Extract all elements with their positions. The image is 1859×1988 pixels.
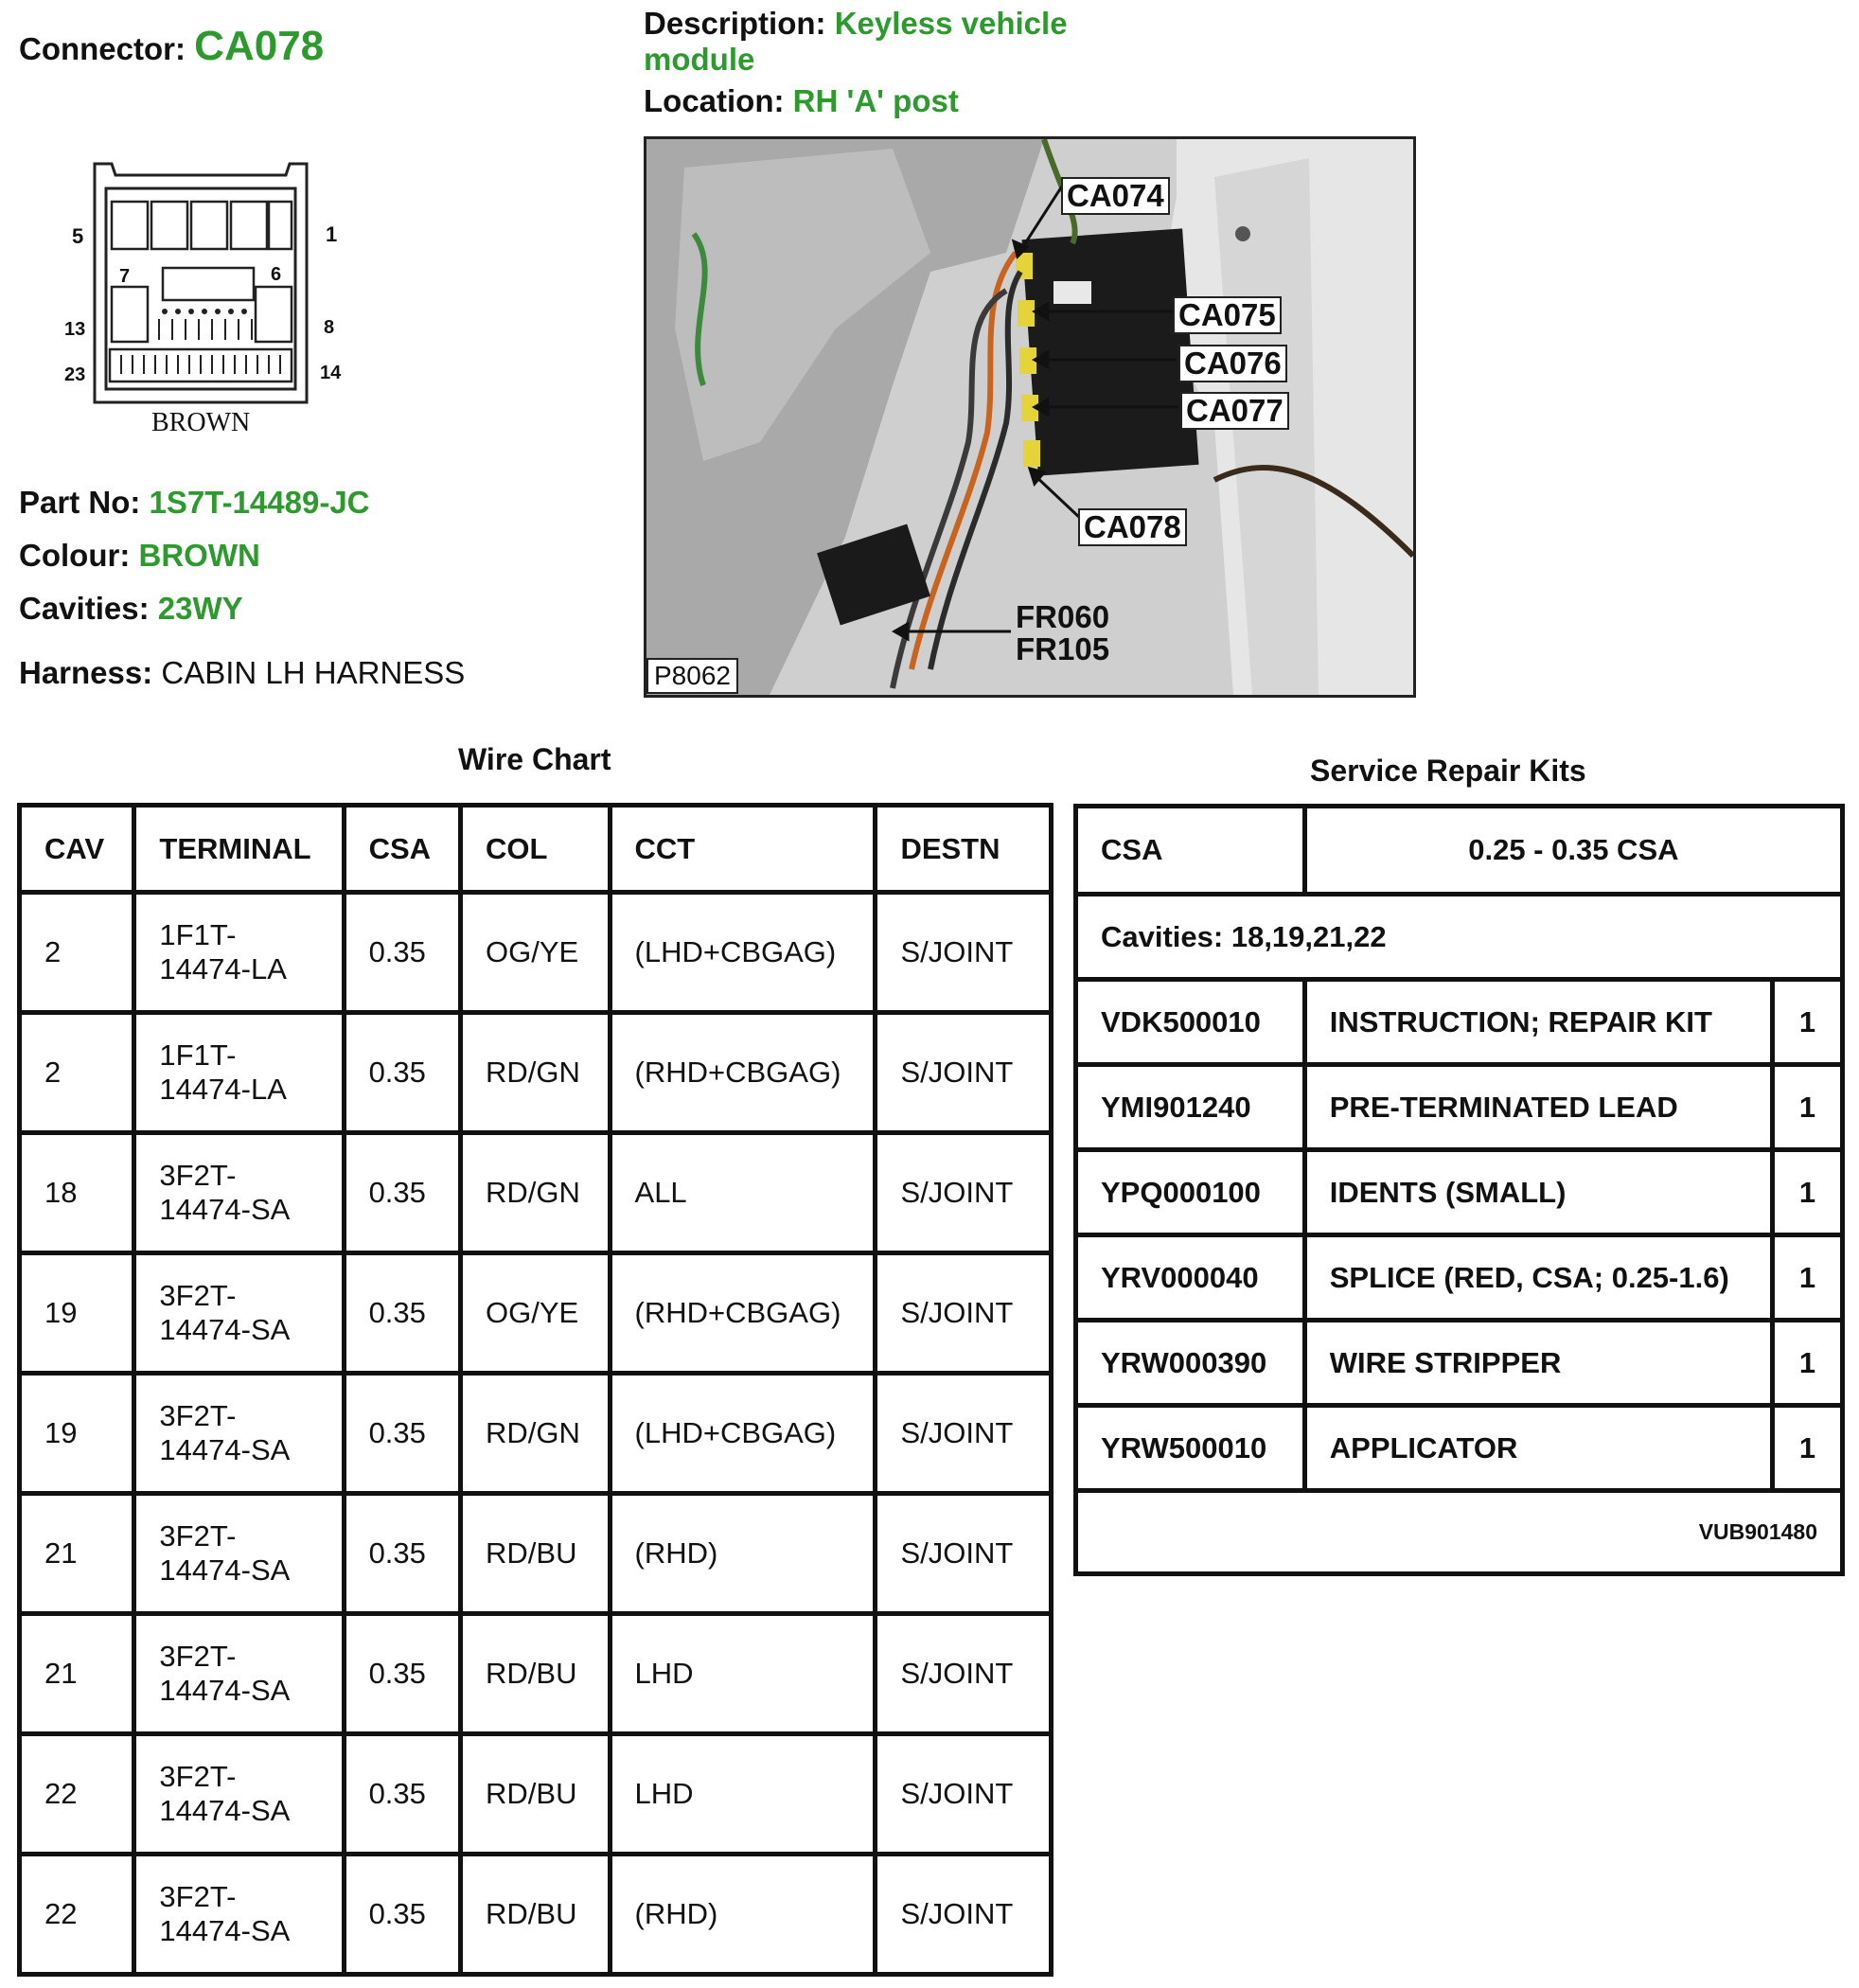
latch-window [163, 268, 254, 300]
cell-csa: 0.35 [344, 1494, 460, 1614]
table-row [20, 1253, 1052, 1374]
table-row [20, 1133, 1052, 1253]
location-label: Location: [644, 83, 785, 118]
kit-description: PRE-TERMINATED LEAD [1304, 1065, 1772, 1150]
location-value: RH 'A' post [792, 83, 959, 118]
terminal-part1: 1F1T- [159, 1038, 237, 1072]
kit-code: YPQ000100 [1076, 1150, 1305, 1235]
kit-code: YRW000390 [1076, 1321, 1305, 1406]
upper-pin-row [162, 309, 247, 314]
table-row [20, 1374, 1052, 1494]
header-cct: CCT [610, 806, 876, 893]
table-row [20, 893, 1052, 1013]
cell-col: RD/BU [461, 1734, 611, 1855]
cell-csa: 0.35 [344, 1253, 460, 1374]
callout-fr105: FR105 [1016, 631, 1110, 666]
kits-csa-row [1076, 807, 1843, 895]
kits-csa-label: CSA [1076, 807, 1305, 895]
cavity-4 [151, 202, 187, 249]
description-block [644, 6, 1068, 78]
description-value-line2: module [644, 42, 755, 77]
header-cav: CAV [20, 806, 134, 893]
terminal-part1: 3F2T- [159, 1279, 237, 1312]
callout-ca078: CA078 [1078, 508, 1187, 546]
kit-code: YMI901240 [1076, 1065, 1305, 1150]
cell-col: RD/GN [461, 1013, 611, 1133]
terminal-part1: 3F2T- [159, 1760, 237, 1793]
kits-cavities: Cavities: 18,19,21,22 [1076, 895, 1843, 980]
cell-cav: 21 [20, 1494, 134, 1614]
cell-cct: (RHD) [610, 1494, 876, 1614]
cell-cct: LHD [610, 1734, 876, 1855]
kit-quantity: 1 [1772, 1321, 1842, 1406]
cell-col: RD/GN [461, 1133, 611, 1253]
callout-ca077: CA077 [1180, 392, 1289, 430]
kit-code: VDK500010 [1076, 980, 1305, 1065]
kit-code: YRV000040 [1076, 1235, 1305, 1321]
header-csa: CSA [344, 806, 460, 893]
cavity-1 [269, 202, 292, 249]
cell-csa: 0.35 [344, 1013, 460, 1133]
callout-ca075: CA075 [1173, 296, 1282, 334]
connector-heading [19, 23, 324, 70]
kit-quantity: 1 [1772, 1406, 1842, 1491]
terminal-part1: 3F2T- [159, 1159, 237, 1192]
terminal-part2: 14474-SA [159, 1193, 291, 1226]
cell-col: OG/YE [461, 1253, 611, 1374]
kit-description: IDENTS (SMALL) [1304, 1150, 1772, 1235]
cell-destn: S/JOINT [876, 893, 1052, 1013]
kit-quantity: 1 [1772, 1065, 1842, 1150]
wire-chart-header-row [20, 806, 1052, 893]
cell-destn: S/JOINT [876, 1855, 1052, 1975]
terminal-part2: 14474-LA [159, 1073, 287, 1106]
terminal-part2: 14474-SA [159, 1914, 291, 1947]
harness-value: CABIN LH HARNESS [161, 655, 466, 690]
table-row [20, 1013, 1052, 1133]
pin-label-14: 14 [320, 363, 342, 383]
part-no-value: 1S7T-14489-JC [149, 485, 370, 520]
header-terminal: TERMINAL [134, 806, 344, 893]
kit-part-number: VUB901480 [1076, 1491, 1843, 1574]
cavities-value: 23WY [157, 591, 243, 626]
connector-id: CA078 [194, 23, 325, 69]
cell-cav: 21 [20, 1614, 134, 1734]
terminal-part2: 14474-SA [159, 1313, 291, 1346]
post-hole [1235, 226, 1250, 241]
cell-col: RD/BU [461, 1494, 611, 1614]
kit-quantity: 1 [1772, 1235, 1842, 1321]
pin-label-6: 6 [271, 264, 282, 285]
wire-chart-title: Wire Chart [458, 742, 611, 776]
list-item [1076, 1406, 1843, 1491]
cell-cct: (RHD) [610, 1855, 876, 1975]
callout-ca076: CA076 [1178, 345, 1287, 382]
cavity-5 [112, 202, 148, 249]
callout-fr060: FR060 [1016, 599, 1110, 634]
cell-terminal [134, 1253, 344, 1374]
terminal-part1: 3F2T- [159, 1519, 237, 1553]
wire-chart-table [17, 803, 1053, 1977]
cavity-13 [112, 287, 148, 342]
terminal-part2: 14474-SA [159, 1674, 291, 1707]
photo-reference: P8062 [646, 658, 738, 694]
kit-description: WIRE STRIPPER [1304, 1321, 1772, 1406]
cell-cct: LHD [610, 1614, 876, 1734]
cell-destn: S/JOINT [876, 1734, 1052, 1855]
cell-destn: S/JOINT [876, 1253, 1052, 1374]
module-label [1053, 281, 1091, 304]
cell-destn: S/JOINT [876, 1133, 1052, 1253]
cell-col: RD/BU [461, 1614, 611, 1734]
cell-csa: 0.35 [344, 1855, 460, 1975]
colour-line [19, 538, 260, 574]
terminal-part1: 1F1T- [159, 918, 237, 951]
kit-description: INSTRUCTION; REPAIR KIT [1304, 980, 1772, 1065]
middle-pin-row [159, 319, 252, 340]
cell-cct: (RHD+CBGAG) [610, 1253, 876, 1374]
cavity-8 [256, 287, 292, 342]
repair-kits-table [1073, 804, 1845, 1576]
cell-destn: S/JOINT [876, 1013, 1052, 1133]
list-item [1076, 1235, 1843, 1321]
pin-label-13: 13 [64, 319, 86, 340]
cell-terminal [134, 1734, 344, 1855]
cell-col: RD/BU [461, 1855, 611, 1975]
kits-cavities-row [1076, 895, 1843, 980]
cell-col: RD/GN [461, 1374, 611, 1494]
cell-cav: 19 [20, 1374, 134, 1494]
cell-cav: 19 [20, 1253, 134, 1374]
cell-cav: 22 [20, 1855, 134, 1975]
cell-col: OG/YE [461, 893, 611, 1013]
kit-quantity: 1 [1772, 980, 1842, 1065]
list-item [1076, 1321, 1843, 1406]
kit-code: YRW500010 [1076, 1406, 1305, 1491]
cell-terminal [134, 1494, 344, 1614]
table-row [20, 1494, 1052, 1614]
description-value-line1: Keyless vehicle [834, 6, 1068, 41]
cell-cav: 22 [20, 1734, 134, 1855]
cavities-line [19, 591, 243, 627]
kits-code-row [1076, 1491, 1843, 1574]
cavity-3 [191, 202, 227, 249]
terminal-part2: 14474-LA [159, 952, 287, 985]
kit-description: SPLICE (RED, CSA; 0.25-1.6) [1304, 1235, 1772, 1321]
cell-terminal [134, 1013, 344, 1133]
kit-description: APPLICATOR [1304, 1406, 1772, 1491]
cell-destn: S/JOINT [876, 1494, 1052, 1614]
header-destn: DESTN [876, 806, 1052, 893]
terminal-part2: 14474-SA [159, 1553, 291, 1587]
table-row [20, 1734, 1052, 1855]
cell-cct: ALL [610, 1133, 876, 1253]
table-row [20, 1614, 1052, 1734]
location-photo [644, 136, 1416, 698]
harness-label: Harness: [19, 655, 153, 690]
cell-destn: S/JOINT [876, 1374, 1052, 1494]
terminal-part1: 3F2T- [159, 1880, 237, 1913]
cell-csa: 0.35 [344, 1734, 460, 1855]
terminal-part2: 14474-SA [159, 1794, 291, 1827]
cell-terminal [134, 1614, 344, 1734]
list-item [1076, 1065, 1843, 1150]
terminal-part1: 3F2T- [159, 1399, 237, 1432]
description-label: Description: [644, 6, 826, 41]
cavities-label: Cavities: [19, 591, 150, 626]
connector-face-drawing [57, 156, 360, 445]
location-line [644, 83, 959, 119]
header-col: COL [461, 806, 611, 893]
cell-terminal [134, 1133, 344, 1253]
terminal-part1: 3F2T- [159, 1640, 237, 1673]
cell-cct: (RHD+CBGAG) [610, 1013, 876, 1133]
part-no-label: Part No: [19, 485, 141, 520]
cell-terminal [134, 893, 344, 1013]
cell-terminal [134, 1855, 344, 1975]
pin-label-5: 5 [72, 224, 84, 248]
repair-kits-title: Service Repair Kits [1310, 754, 1586, 788]
connector-label: Connector: [19, 31, 186, 66]
cavity-2 [231, 202, 267, 249]
cell-cct: (LHD+CBGAG) [610, 1374, 876, 1494]
cell-cav: 2 [20, 1013, 134, 1133]
callout-fr060-fr105 [1012, 601, 1113, 666]
colour-label: Colour: [19, 538, 131, 573]
pin-label-7: 7 [119, 266, 131, 287]
list-item [1076, 980, 1843, 1065]
cell-csa: 0.35 [344, 893, 460, 1013]
cell-csa: 0.35 [344, 1374, 460, 1494]
pin-label-1: 1 [326, 222, 338, 246]
cell-cav: 2 [20, 893, 134, 1013]
cell-cct: (LHD+CBGAG) [610, 893, 876, 1013]
harness-line [19, 655, 465, 691]
lower-pin-row [121, 355, 280, 374]
terminal-part2: 14474-SA [159, 1433, 291, 1466]
pin-label-23: 23 [64, 364, 86, 385]
table-row [20, 1855, 1052, 1975]
connector-face-diagram [57, 156, 360, 445]
colour-value: BROWN [138, 538, 260, 573]
pin-label-8: 8 [324, 317, 335, 338]
part-no-line [19, 485, 370, 521]
kits-csa-range: 0.25 - 0.35 CSA [1304, 807, 1842, 895]
list-item [1076, 1150, 1843, 1235]
cell-destn: S/JOINT [876, 1614, 1052, 1734]
cell-csa: 0.35 [344, 1614, 460, 1734]
cell-cav: 18 [20, 1133, 134, 1253]
kit-quantity: 1 [1772, 1150, 1842, 1235]
callout-ca074: CA074 [1061, 177, 1170, 215]
cell-terminal [134, 1374, 344, 1494]
cell-csa: 0.35 [344, 1133, 460, 1253]
colour-caption: BROWN [151, 408, 251, 437]
